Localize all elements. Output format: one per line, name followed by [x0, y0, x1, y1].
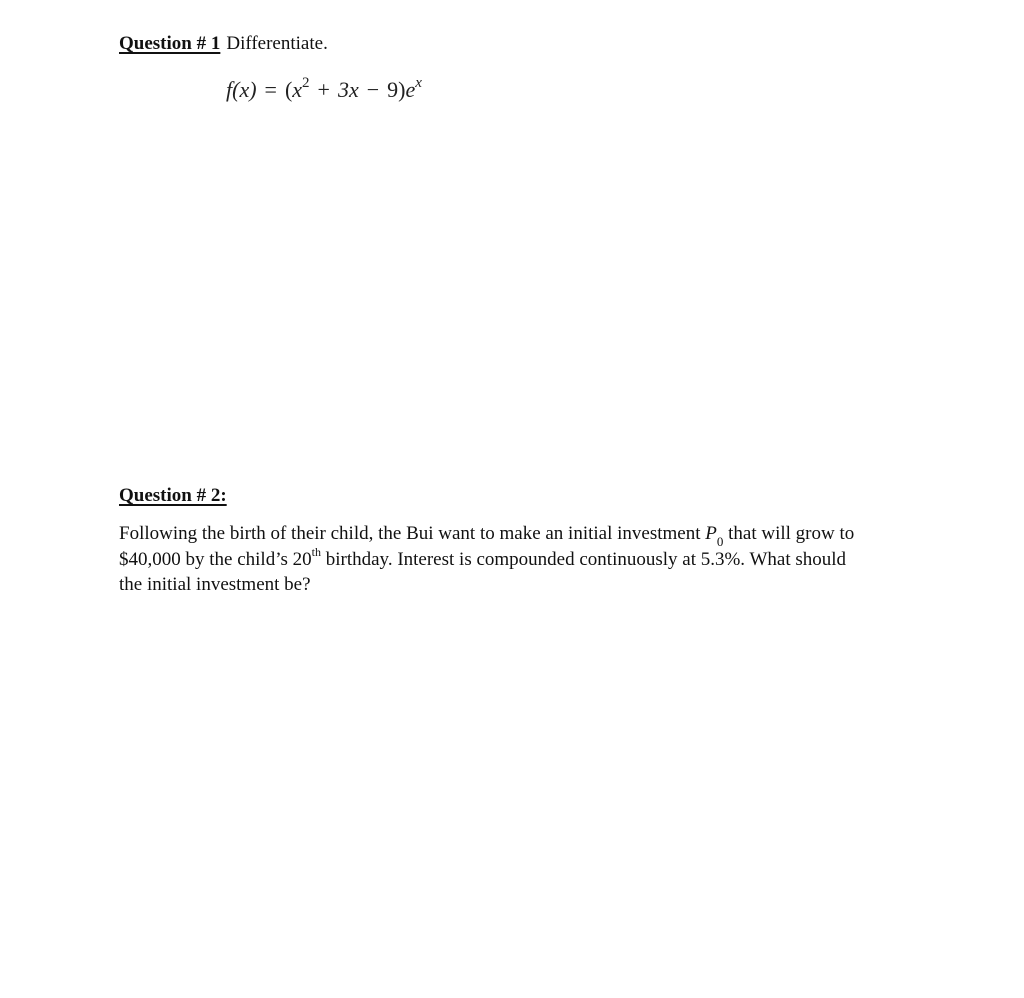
question-2-line-3: the initial investment be? — [119, 574, 311, 595]
variable-p-subscript: 0 — [716, 533, 724, 549]
formula-lhs: f(x) — [226, 77, 257, 102]
question-1-header — [119, 32, 328, 56]
question-2-line-2-end: birthday. Interest is compounded continuously at 5.3%. What should — [320, 548, 847, 570]
formula-constant: 9) — [387, 77, 406, 102]
question-2-label: Question # 2: — [119, 485, 227, 506]
question-2-body — [119, 521, 919, 598]
formula-linear-term: 3x — [337, 77, 359, 102]
variable-p: P — [705, 523, 717, 544]
question-2-line-1 — [119, 521, 919, 547]
formula-equals: = — [264, 77, 277, 102]
formula-minus: − — [366, 77, 380, 102]
question-2-line-1-start: Following the birth of their child, the Bui want to make an initial investment — [119, 523, 706, 544]
question-2-line-1-end: that will grow to — [723, 523, 855, 544]
ordinal-superscript: th — [311, 545, 321, 560]
question-1-label: Question # 1 — [119, 33, 221, 54]
formula-exp-power: x — [415, 74, 422, 91]
question-2-header — [119, 484, 227, 508]
formula-plus: + — [317, 77, 330, 102]
question-1-instruction: Differentiate. — [226, 33, 328, 54]
question-1-formula — [226, 74, 422, 106]
question-2-line-2-start: $40,000 by the child’s 20 — [119, 548, 312, 570]
formula-exp-base: e — [405, 77, 416, 102]
formula-x-exponent: 2 — [302, 74, 310, 91]
formula-x-term: x — [292, 77, 303, 102]
question-2-line-2 — [119, 547, 919, 573]
formula-open-paren: ( — [284, 77, 293, 102]
